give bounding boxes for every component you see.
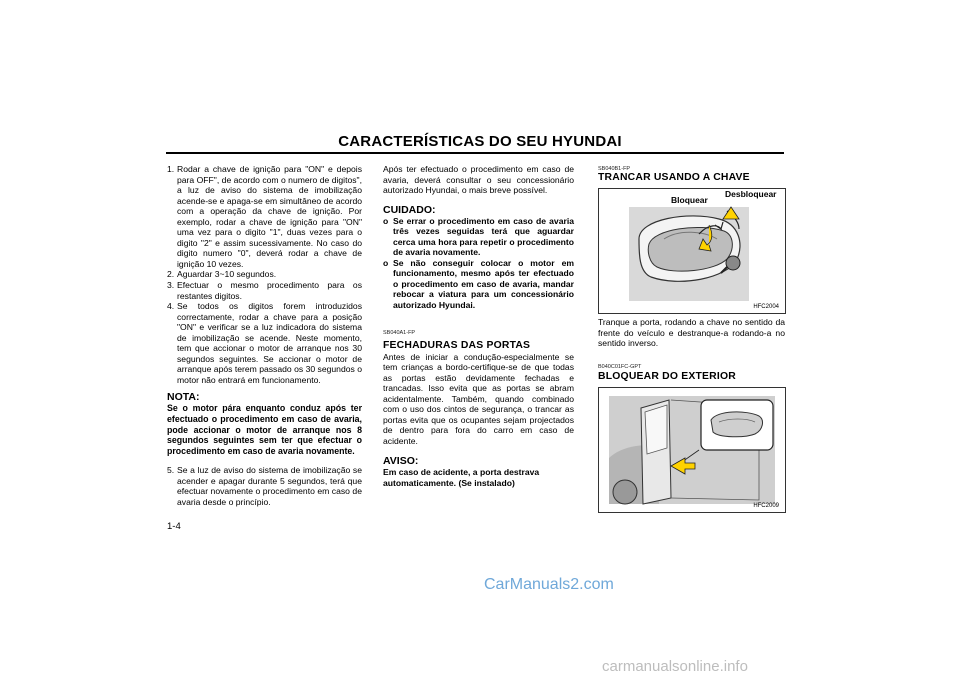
watermark-carmanualsonline[interactable]: carmanualsonline.info [602,658,748,675]
list-item [167,269,362,280]
figure-exterior-lock [598,387,786,513]
bullet: o [383,215,389,226]
list-item [167,465,362,507]
list-item [167,301,362,385]
caution-heading: CUIDADO: [383,203,436,216]
list-number: 5. [167,465,175,476]
section-title: BLOQUEAR DO EXTERIOR [598,371,736,382]
list-number: 3. [167,280,175,291]
list-text: Aguardar 3~10 segundos. [177,269,277,280]
list-text: Rodar a chave de ignição para "ON" e depois para OFF", de acordo com o numero de digitos", a luz de aviso do sistema de imobilização acende-se e apaga-se em simultâneo de acordo com a operação da chave de ignição. Por exemplo, rodar a chave de ignição para "ON" uma vez para o digito "1", duas vezes para o digito "2" e assim sucessivamente. No caso do digito numero "0", deverá rodar a chave de ignição 10 vezes. [177,164,362,269]
bullet: o [383,257,389,268]
list-number: 1. [167,164,175,174]
left-column [167,164,362,507]
page-number: 1-4 [167,521,181,532]
figure-code: HFC2004 [753,304,779,310]
page-title: CARACTERÍSTICAS DO SEU HYUNDAI [338,133,622,150]
watermark-carmanuals2[interactable]: CarManuals2.com [484,576,614,593]
caution-item [383,258,574,311]
note-heading: NOTA: [167,391,200,404]
section-text: Tranque a porta, rodando a chave no sentido da frente do veículo e destranque-a rodando-a no sentido inverso. [598,317,785,349]
caution-text: Se errar o procedimento em caso de avaria três vezes seguidas terá que aguardar cerca uma hora para repetir o procedimento de avaria novamente. [393,215,574,258]
list-item [167,164,362,269]
warning-heading: AVISO: [383,455,419,468]
list-number: 2. [167,269,175,280]
section-title: FECHADURAS DAS PORTAS [383,339,531,351]
list-item [167,280,362,301]
list-text: Se a luz de aviso do sistema de imobilização se acender e apagar durante 5 segundos, terá que efectuar novamente o procedimento em caso de avaria desde o princípio. [177,465,362,507]
label-lock: Bloquear [671,195,708,205]
door-handle-illustration [599,189,785,313]
caution-text: Se não conseguir colocar o motor em funcionamento, mesmo após ter efectuado o procedimento em caso de avaria, mandar rebocar a viatura para um concessionário autorizado Hyundai. [393,257,574,311]
middle-column [383,164,574,489]
list-number: 4. [167,301,175,312]
list-text: Efectuar o mesmo procedimento para os restantes digitos. [177,280,362,301]
section-text: Antes de iniciar a condução-especialmente se tem crianças a bordo-certifique-se de que todas as portas estão devidamente fechadas e trancadas. Isso evita que as portas se abram acidentalmente. Também, quando combinado com o uso dos cintos de segurança, o trancar as portas evita que os ocupantes sejam projectados de dentro para fora do carro em caso de acidente. [383,351,574,446]
caution-item [383,216,574,258]
header-rule [166,152,784,154]
note-text: Se o motor pára enquanto conduz após ter efectuado o procedimento em caso de avaria, pode accionar o motor de arranque nos 8 segundos seguintes sem ter que efectuar o procedimento em caso de avaria novamente. [167,403,362,456]
section-code: SB040A1-FP [383,329,416,336]
intro-text: Após ter efectuado o procedimento em caso de avaria, deverá consultar o seu concessionário autorizado Hyundai, o mais breve possível. [383,164,574,196]
section-title: TRANCAR USANDO A CHAVE [598,172,750,183]
figure-code: HFC2009 [753,503,779,509]
section-code: B040C01FC-GPT [598,364,642,370]
section-code: SB040B1-FP [598,166,631,172]
list-text: Se todos os digitos forem introduzidos correctamente, rodar a chave para a posição "ON" e verificar se a luz indicadora do sistema de imobilização se acende. Neste momento, tem que accionar o motor de arranque nos 30 segundos seguintes. Se accionar o motor de arranque após terem passado os 30 segundos o motor não entrará em funcionamento. [177,301,362,385]
car-door-illustration [599,388,785,512]
figure-key-lock [598,188,786,314]
label-unlock: Desbloquear [725,189,777,199]
warning-text: Em caso de acidente, a porta destrava automaticamente. (Se instalado) [383,467,540,489]
